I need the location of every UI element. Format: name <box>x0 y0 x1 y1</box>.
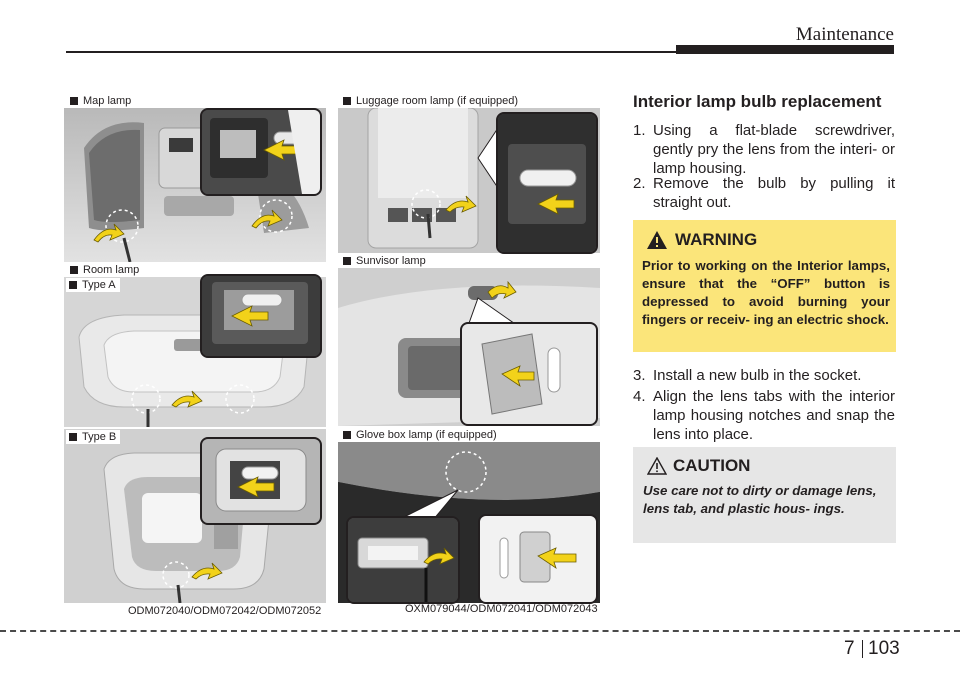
warning-triangle-icon <box>646 230 668 250</box>
footer-rule <box>0 630 960 632</box>
step-item: 3. Install a new bulb in the socket. <box>633 367 862 384</box>
square-bullet-icon <box>70 266 78 274</box>
footer-separator <box>862 640 863 658</box>
warning-box <box>633 220 896 352</box>
warning-heading: WARNING <box>675 230 758 249</box>
chapter-number: 7 <box>844 638 855 659</box>
map-lamp-caption: Map lamp <box>70 95 131 107</box>
step-item: 4. Align the lens tabs with the interior lamp housing notches and snap the lens into place. <box>633 388 895 443</box>
caution-heading: CAUTION <box>673 456 751 475</box>
header-title: Maintenance <box>795 24 894 45</box>
square-bullet-icon <box>69 281 77 289</box>
map-lamp-inset <box>200 108 322 196</box>
glovebox-lamp-inset-left <box>346 516 460 604</box>
room-lamp-caption: Room lamp <box>70 264 139 276</box>
step-item: 2. Remove the bulb by pulling it straight out. <box>633 175 895 211</box>
caution-body: Use care not to dirty or damage lens, lens tab, and plastic hous- ings. <box>643 483 877 516</box>
section-title: Interior lamp bulb replacement <box>633 92 882 111</box>
square-bullet-icon <box>343 431 351 439</box>
step-item: 1. Using a flat-blade screwdriver, gently pry the lens from the interi- or lamp housing. <box>633 122 895 177</box>
header-rule <box>66 51 676 53</box>
sunvisor-lamp-caption: Sunvisor lamp <box>343 255 426 267</box>
glovebox-lamp-caption: Glove box lamp (if equipped) <box>343 429 497 441</box>
middle-image-codes: OXM079044/ODM072041/ODM072043 <box>405 603 598 615</box>
type-a-caption: Type A <box>66 278 120 292</box>
warning-body: Prior to working on the Interior lamps, ensure that the “OFF” button is depressed to avoid burning your fingers or receiv- ing an electric shock. <box>642 258 890 327</box>
page-number: 103 <box>868 638 900 659</box>
type-b-caption: Type B <box>66 430 120 444</box>
caution-box <box>633 447 896 543</box>
left-image-codes: ODM072040/ODM072042/ODM072052 <box>128 605 322 617</box>
square-bullet-icon <box>69 433 77 441</box>
caution-triangle-icon <box>647 457 667 475</box>
type-b-inset <box>200 437 322 525</box>
luggage-lamp-caption: Luggage room lamp (if equipped) <box>343 95 518 107</box>
square-bullet-icon <box>343 257 351 265</box>
sunvisor-lamp-inset <box>460 322 598 426</box>
header-rule-bar <box>676 45 894 54</box>
luggage-lamp-inset <box>496 112 598 254</box>
glovebox-lamp-inset-right <box>478 514 598 604</box>
room-lamp-inset <box>200 274 322 358</box>
square-bullet-icon <box>70 97 78 105</box>
square-bullet-icon <box>343 97 351 105</box>
